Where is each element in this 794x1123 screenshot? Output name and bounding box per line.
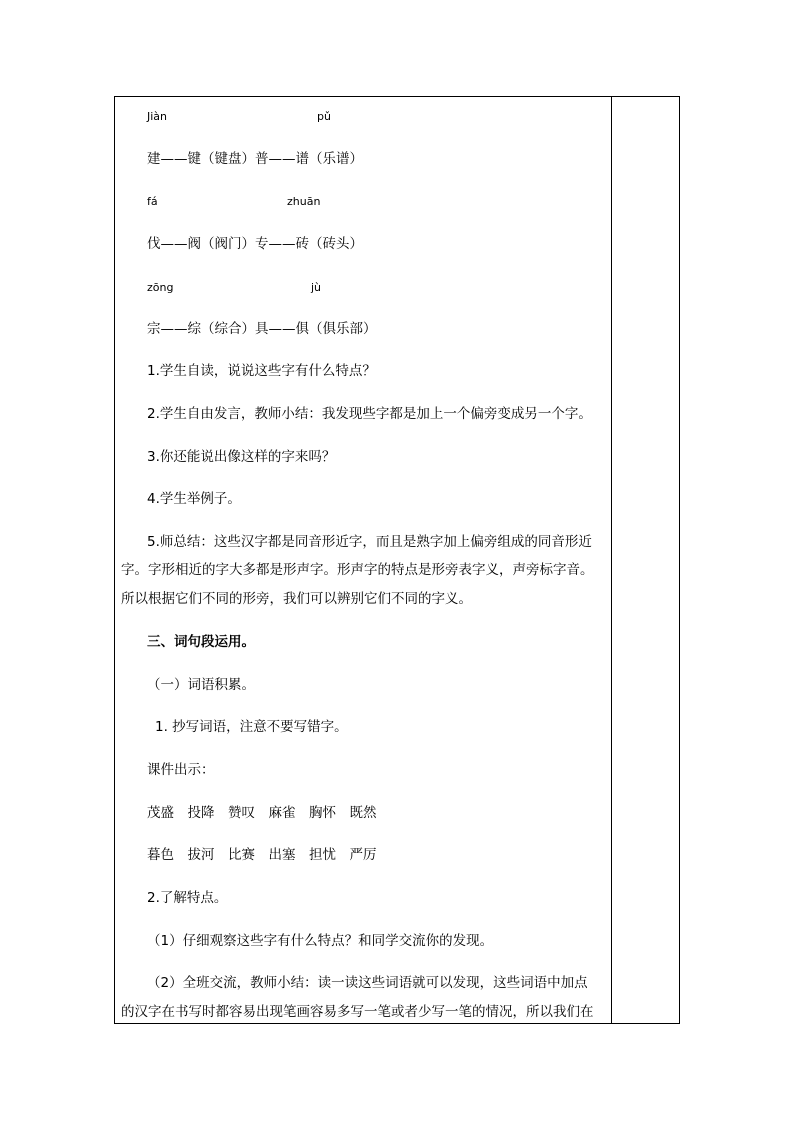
step-4: 4.学生举例子。: [147, 491, 241, 507]
step-5-line-2: 字。字形相近的字大多都是形声字。形声字的特点是形旁表字义，声旁标字音。: [121, 562, 594, 578]
pinyin-ju: jù: [311, 281, 322, 294]
item-1: 1. 抄写词语，注意不要写错字。: [155, 719, 348, 735]
pinyin-pu: pǔ: [317, 110, 331, 123]
question-1: （1）仔细观察这些字有什么特点？和同学交流你的发现。: [147, 933, 494, 949]
question-2-line-2: 的汉字在书写时都容易出现笔画容易多写一笔或者少写一笔的情况，所以我们在: [121, 1004, 594, 1020]
pinyin-fa: fá: [147, 195, 158, 208]
courseware-label: 课件出示：: [147, 762, 215, 778]
item-2: 2.了解特点。: [147, 890, 228, 906]
pinyin-zong: zōng: [147, 281, 174, 294]
words-row-2: 暮色 拔河 比赛 出塞 担忧 严厉: [147, 847, 377, 863]
step-1: 1.学生自读，说说这些字有什么特点？: [147, 363, 376, 379]
pinyin-zhuan: zhuān: [287, 195, 321, 208]
step-5-line-1: 5.师总结：这些汉字都是同音形近字，而且是熟字加上偏旁组成的同音形近: [147, 534, 592, 550]
lesson-table: [114, 96, 680, 1024]
pinyin-jian: Jiàn: [147, 110, 168, 123]
section-3-heading: 三、词句段运用。: [147, 634, 255, 650]
column-divider: [611, 97, 612, 1023]
question-2-line-1: （2）全班交流，教师小结：读一读这些词语就可以发现，这些词语中加点: [147, 975, 588, 991]
step-3: 3.你还能说出像这样的字来吗？: [147, 449, 336, 465]
words-row-1: 茂盛 投降 赞叹 麻雀 胸怀 既然: [147, 805, 377, 821]
subsection-1-heading: （一）词语积累。: [147, 677, 255, 693]
step-2: 2.学生自由发言，教师小结：我发现些字都是加上一个偏旁变成另一个字。: [147, 406, 592, 422]
step-5-line-3: 所以根据它们不同的形旁，我们可以辨别它们不同的字义。: [121, 591, 472, 607]
word-pair-row-1: 建——键（键盘）普——谱（乐谱）: [147, 151, 363, 167]
word-pair-row-2: 伐——阀（阀门）专——砖（砖头）: [147, 236, 363, 252]
word-pair-row-3: 宗——综（综合）具——俱（俱乐部）: [147, 321, 377, 337]
